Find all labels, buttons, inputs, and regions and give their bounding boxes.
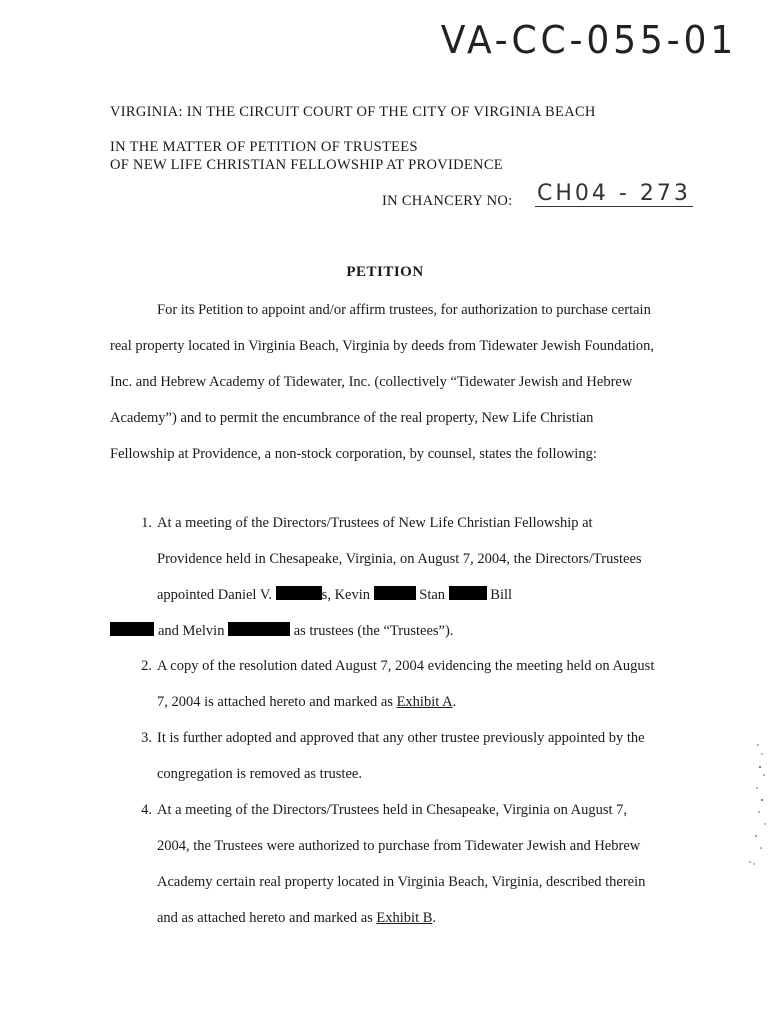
redaction-bar bbox=[110, 622, 154, 636]
numbered-item-3 bbox=[110, 721, 655, 793]
handwritten-document-id: VA-CC-055-01 bbox=[440, 18, 738, 62]
chancery-label: IN CHANCERY NO: bbox=[382, 193, 513, 209]
handwritten-chancery-number: CH04 - 273 bbox=[537, 181, 691, 206]
item-text-part: . bbox=[432, 909, 437, 926]
item-text-part: . bbox=[452, 693, 457, 710]
item-text-part: At a meeting of the Directors/Trustees of New Life Christian Fellowship at Providence held in Chesapeake, Virginia, on August 7, 2004, the Directors/Trustees appointed Daniel V. bbox=[157, 515, 642, 603]
item-number: 2. bbox=[141, 658, 152, 674]
item-text-part: Bill bbox=[490, 586, 513, 603]
court-heading: VIRGINIA: IN THE CIRCUIT COURT OF THE CITY OF VIRGINIA BEACH bbox=[110, 104, 596, 120]
item-text: It is further adopted and approved that any other trustee previously appointed by the congregation is removed as trustee. bbox=[157, 730, 645, 782]
item-number: 4. bbox=[141, 802, 152, 818]
redaction-bar bbox=[374, 586, 416, 600]
exhibit-a-reference: Exhibit A bbox=[396, 693, 453, 710]
item-text bbox=[157, 649, 655, 721]
numbered-item-4 bbox=[110, 793, 655, 937]
item-text-part: s, Kevin bbox=[321, 586, 371, 603]
item-text-part: and Melvin bbox=[158, 622, 225, 639]
item-text bbox=[157, 793, 655, 937]
numbered-item-2 bbox=[110, 649, 655, 721]
item-text-part: as trustees (the “Trustees”). bbox=[293, 622, 454, 639]
redaction-bar bbox=[228, 622, 290, 636]
item-number: 1. bbox=[141, 515, 152, 531]
item-text-part: Stan bbox=[419, 586, 446, 603]
matter-heading-line-2: OF NEW LIFE CHRISTIAN FELLOWSHIP AT PROVIDENCE bbox=[110, 157, 503, 173]
exhibit-b-reference: Exhibit B bbox=[376, 909, 433, 926]
petition-title: PETITION bbox=[346, 264, 424, 280]
intro-paragraph: For its Petition to appoint and/or affirm trustees, for authorization to purchase certain real property located in Virginia Beach, Virginia by deeds from Tidewater Jewish Foundation, Inc. and Hebrew Academy of Tidewater, Inc. (collectively “Tidewater Jewish and Hebrew Academy”) and to permit the encumbrance of the real property, New Life Christian Fellowship at Providence, a non-stock corporation, by counsel, states the following: bbox=[110, 302, 655, 462]
redaction-bar bbox=[449, 586, 487, 600]
numbered-item-1 bbox=[110, 506, 655, 650]
redaction-bar bbox=[276, 586, 322, 600]
item-text bbox=[157, 506, 655, 650]
matter-heading-line-1: IN THE MATTER OF PETITION OF TRUSTEES bbox=[110, 139, 418, 155]
item-number: 3. bbox=[141, 730, 152, 746]
item-text-part: A copy of the resolution dated August 7, 2004 evidencing the meeting held on August 7, 2004 is attached hereto and marked as bbox=[157, 658, 655, 710]
scan-noise-marks bbox=[738, 740, 768, 870]
item-text-part: At a meeting of the Directors/Trustees held in Chesapeake, Virginia on August 7, 2004, the Trustees were authorized to purchase from Tidewater Jewish and Hebrew Academy certain real property located in Virginia Beach, Virginia, described therein and as attached hereto and marked as bbox=[157, 802, 646, 926]
